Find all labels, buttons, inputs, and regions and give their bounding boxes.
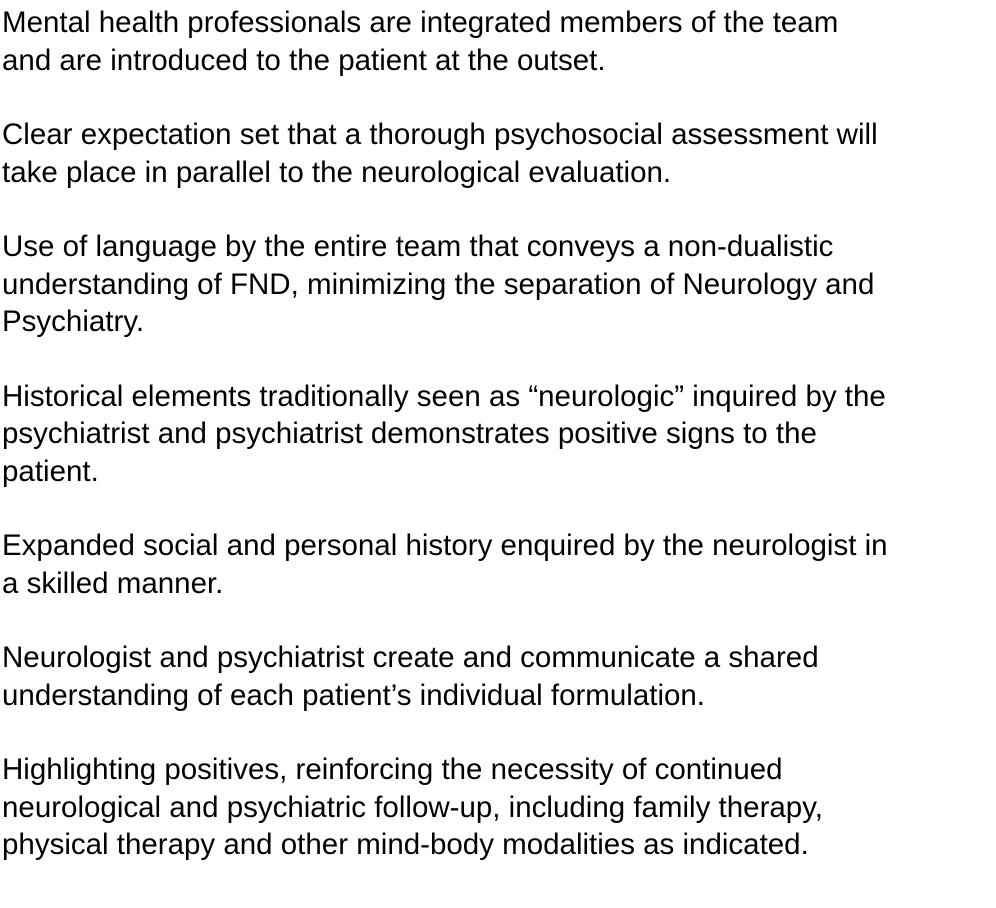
text-line: neurological and psychiatric follow-up, including family therapy, bbox=[2, 790, 823, 824]
paragraph-historical-elements bbox=[2, 378, 996, 491]
text-line: Psychiatry. bbox=[2, 305, 145, 338]
text-line: Mental health professionals are integrated members of the team bbox=[2, 6, 839, 39]
text-line: Expanded social and personal history enquired by the neurologist in bbox=[2, 529, 888, 562]
text-line: Clear expectation set that a thorough psychosocial assessment will bbox=[2, 118, 878, 151]
text-line: a skilled manner. bbox=[2, 566, 224, 600]
text-line: Highlighting positives, reinforcing the necessity of continued bbox=[2, 753, 783, 786]
text-line: psychiatrist and psychiatrist demonstrates positive signs to the bbox=[2, 417, 817, 450]
text-line: physical therapy and other mind-body modalities as indicated. bbox=[2, 828, 809, 861]
text-line: patient. bbox=[2, 454, 99, 488]
paragraph-highlighting-positives bbox=[2, 751, 996, 864]
paragraph-psychosocial-assessment bbox=[2, 116, 996, 191]
text-line: take place in parallel to the neurological evaluation. bbox=[2, 155, 672, 189]
text-line: and are introduced to the patient at the outset. bbox=[2, 43, 606, 77]
text-line: understanding of FND, minimizing the separation of Neurology and bbox=[2, 267, 875, 301]
paragraph-non-dualistic-language bbox=[2, 228, 996, 341]
text-line: understanding of each patient’s individual formulation. bbox=[2, 678, 706, 712]
paragraph-shared-formulation bbox=[2, 639, 996, 714]
paragraph-integrated-team bbox=[2, 4, 996, 79]
text-line: Neurologist and psychiatrist create and communicate a shared bbox=[2, 641, 819, 674]
text-line: Historical elements traditionally seen as “neurologic” inquired by the bbox=[2, 379, 886, 413]
paragraph-expanded-history bbox=[2, 527, 996, 602]
text-line: Use of language by the entire team that conveys a non-dualistic bbox=[2, 230, 834, 263]
